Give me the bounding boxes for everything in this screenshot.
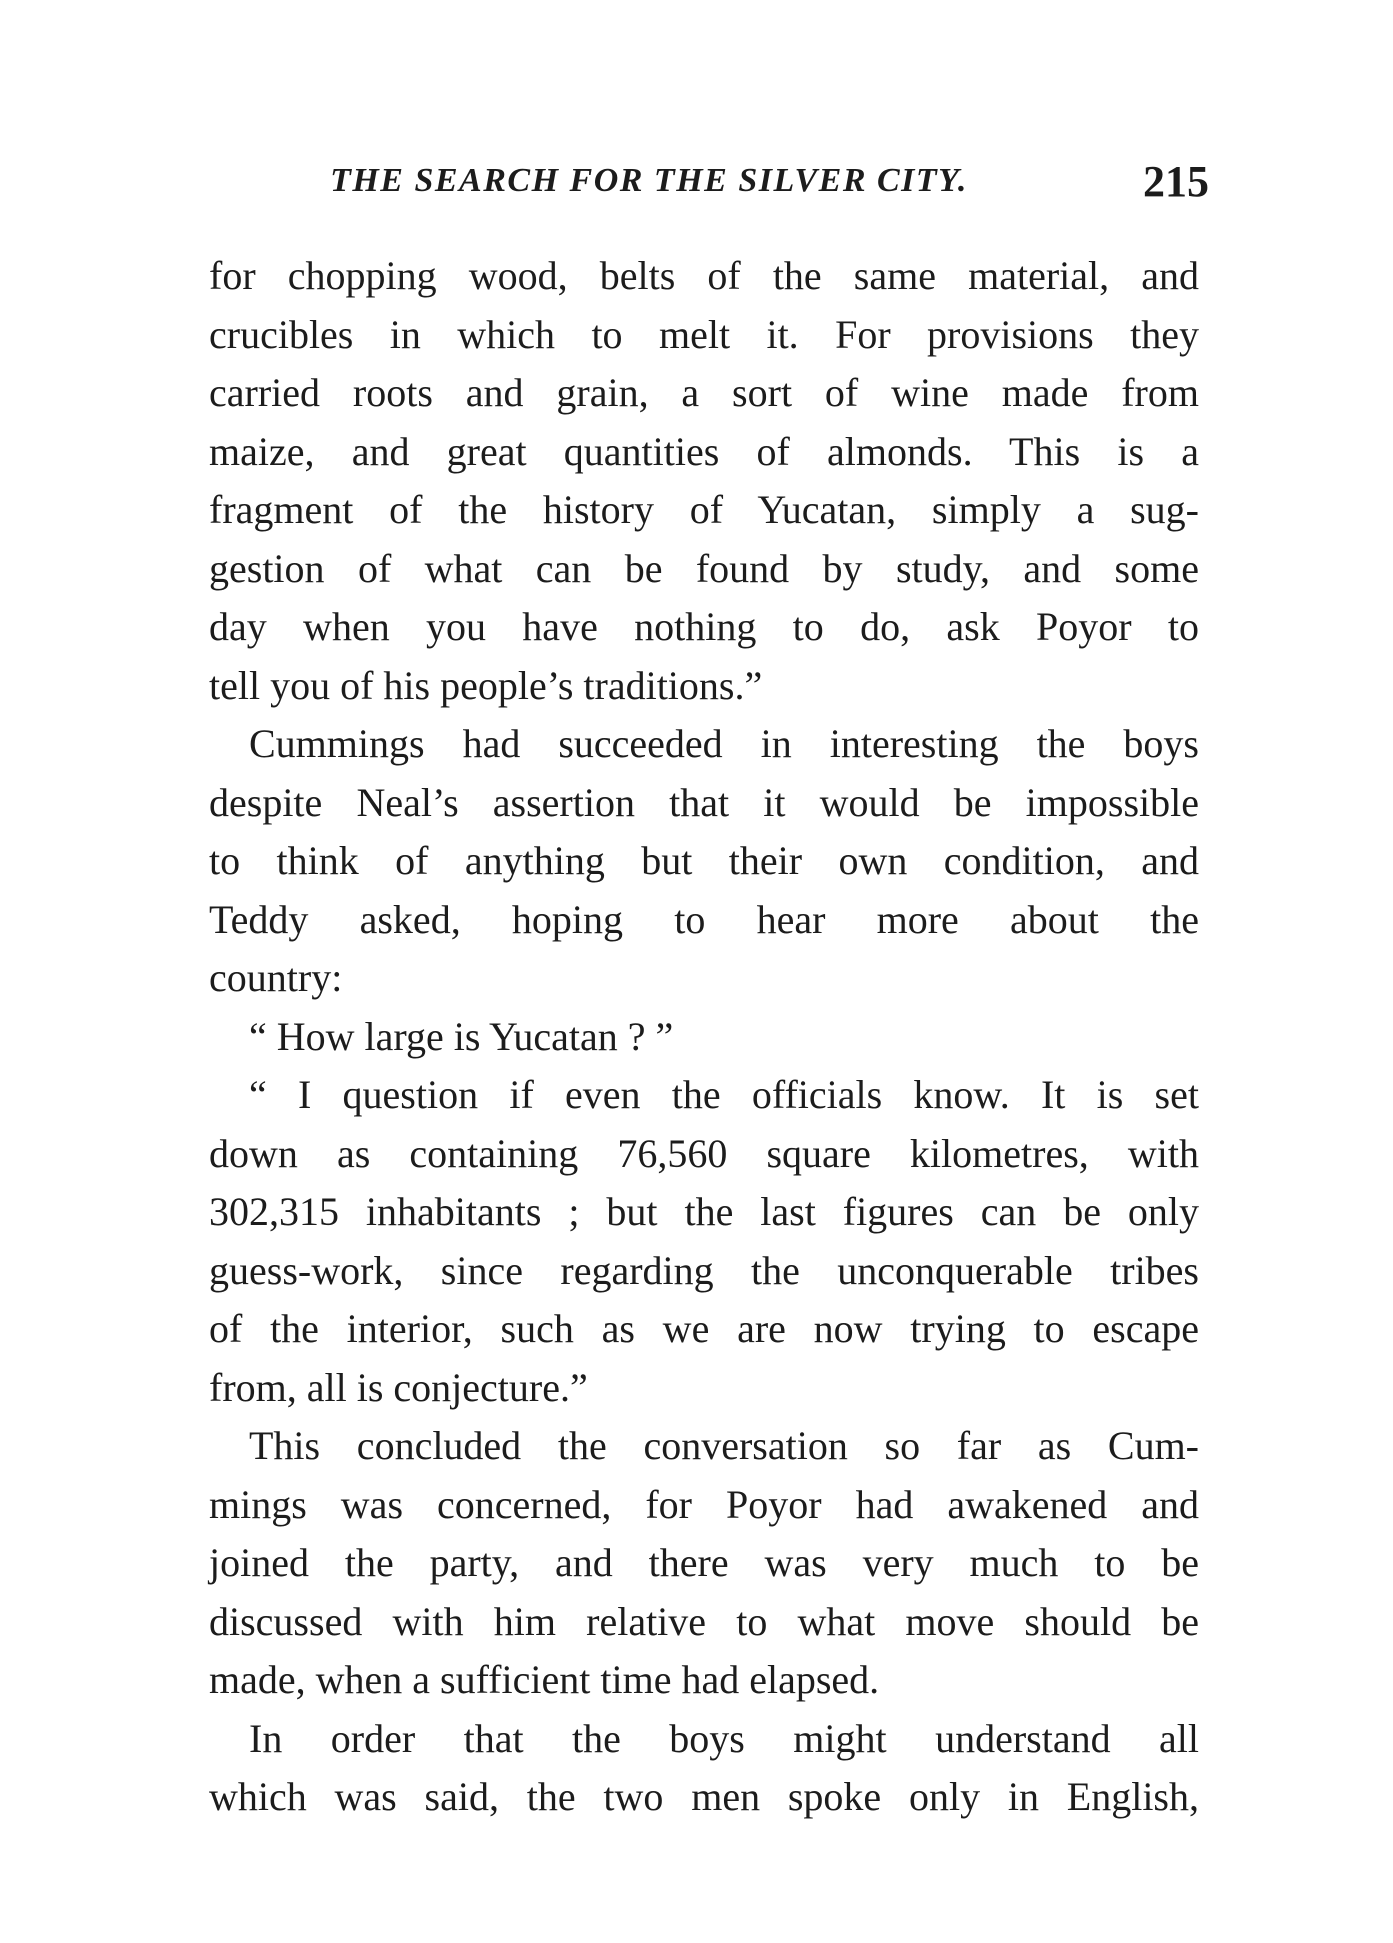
text-line: for chopping wood, belts of the same material, and (209, 253, 1199, 298)
text-line: carried roots and grain, a sort of wine made from (209, 370, 1199, 415)
text-line: of the interior, such as we are now trying to escape (209, 1306, 1199, 1351)
text-line: day when you have nothing to do, ask Poyor to (209, 604, 1199, 649)
running-title: THE SEARCH FOR THE SILVER CITY. (330, 162, 968, 199)
text-line: joined the party, and there was very much to be (209, 1540, 1199, 1585)
text-line: guess-work, since regarding the unconquerable tribes (209, 1247, 1199, 1293)
text-line: In order that the boys might understand all (249, 1715, 1199, 1761)
text-line: Teddy asked, hoping to hear more about the (209, 896, 1199, 942)
text-line: mings was concerned, for Poyor had awakened and (209, 1481, 1199, 1527)
text-line: “ I question if even the officials know. It is set (249, 1072, 1199, 1117)
body-text (209, 247, 1199, 1827)
text-line: discussed with him relative to what move should be (209, 1598, 1199, 1644)
text-line: tell you of his people’s traditions.” (209, 662, 763, 708)
text-line: fragment of the history of Yucatan, simply a sug- (209, 487, 1199, 532)
text-line: to think of anything but their own condition, and (209, 838, 1199, 883)
text-line: gestion of what can be found by study, and some (209, 545, 1199, 591)
text-line: maize, and great quantities of almonds. This is a (209, 428, 1199, 474)
text-line: 302,315 inhabitants ; but the last figures can be only (209, 1189, 1199, 1234)
page-number: 215 (1143, 157, 1209, 206)
text-line: despite Neal’s assertion that it would be impossible (209, 779, 1199, 825)
text-line: crucibles in which to melt it. For provisions they (209, 311, 1199, 357)
text-line: country: (209, 955, 343, 1000)
text-line: down as containing 76,560 square kilometres, with (209, 1130, 1199, 1176)
text-line: which was said, the two men spoke only in English, (209, 1774, 1199, 1819)
text-line: from, all is conjecture.” (209, 1364, 588, 1410)
text-line: “ How large is Yucatan ? ” (249, 1013, 674, 1059)
text-line: This concluded the conversation so far as Cum- (249, 1423, 1199, 1468)
text-line: Cummings had succeeded in interesting the boys (249, 721, 1199, 766)
running-head (209, 156, 1209, 216)
text-line: made, when a sufficient time had elapsed. (209, 1657, 880, 1702)
